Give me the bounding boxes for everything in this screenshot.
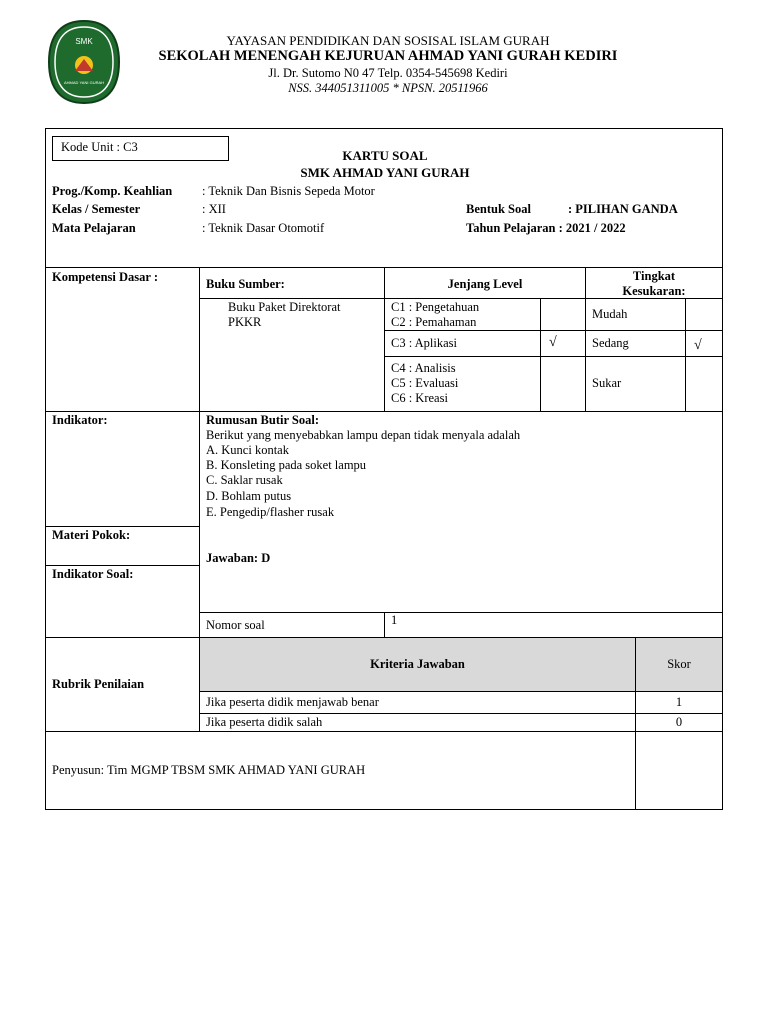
school-ids: NSS. 344051311005 * NPSN. 20511966 <box>288 81 488 95</box>
col-check2-divider <box>685 298 686 411</box>
level-c1: C1 : Pengetahuan <box>391 300 480 314</box>
buku-label: Buku Sumber: <box>206 277 285 291</box>
divider-indikator-soal <box>45 565 199 566</box>
buku-value-2: PKKR <box>228 315 262 329</box>
school-name: SEKOLAH MENENGAH KEJURUAN AHMAD YANI GURAH KEDIRI <box>158 48 618 64</box>
question-text: Berikut yang menyebabkan lampu depan tidak menyala adalah <box>206 428 521 442</box>
card-border-bottom <box>45 809 722 810</box>
kode-unit: Kode Unit : C3 <box>61 140 138 154</box>
rubrik-row-2-kriteria: Jika peserta didik salah <box>206 715 323 729</box>
level-c3: C3 : Aplikasi <box>391 336 457 350</box>
level-c5: C5 : Evaluasi <box>391 376 459 390</box>
logo-bottom-text: AHMAD YANI GURAH <box>63 80 105 85</box>
logo-top-text: SMK <box>75 37 93 46</box>
difficulty-sukar: Sukar <box>592 376 622 390</box>
level-c3-check: √ <box>549 335 557 350</box>
col-check1-divider <box>540 298 541 411</box>
kode-unit-box <box>52 136 229 161</box>
prog-label: Prog./Komp. Keahlian <box>52 184 173 198</box>
kesukaran-label: Kesukaran: <box>622 284 686 298</box>
mapel-label: Mata Pelajaran <box>52 221 136 235</box>
materi-label: Materi Pokok: <box>52 528 131 542</box>
divider-indikator-top <box>45 411 722 412</box>
kriteria-header: Kriteria Jawaban <box>370 657 465 671</box>
bentuk-value: : PILIHAN GANDA <box>568 202 678 216</box>
kompetensi-label: Kompetensi Dasar : <box>52 270 159 284</box>
tingkat-label: Tingkat <box>632 269 676 283</box>
card-subtitle: SMK AHMAD YANI GURAH <box>300 165 470 180</box>
difficulty-mudah: Mudah <box>592 307 628 321</box>
buku-value: Buku Paket Direktorat <box>228 300 341 314</box>
rubrik-row-1-skor: 1 <box>675 695 683 709</box>
school-address: Jl. Dr. Sutomo N0 47 Telp. 0354-545698 Kediri <box>268 66 508 80</box>
rubrik-row-1-kriteria: Jika peserta didik menjawab benar <box>206 695 379 709</box>
indikator-label: Indikator: <box>52 413 108 427</box>
skor-header: Skor <box>667 657 691 671</box>
kelas-value: : XII <box>202 202 226 216</box>
prog-value: : Teknik Dan Bisnis Sepeda Motor <box>202 184 375 198</box>
mapel-value: : Teknik Dasar Otomotif <box>202 221 325 235</box>
indikator-soal-label: Indikator Soal: <box>52 567 134 581</box>
difficulty-sedang-check: √ <box>694 338 702 353</box>
level-c6: C6 : Kreasi <box>391 391 448 405</box>
card-border-left <box>45 128 46 810</box>
card-title: KARTU SOAL <box>342 148 428 163</box>
nomor-value: 1 <box>391 613 398 627</box>
option-e: E. Pengedip/flasher rusak <box>206 505 335 519</box>
level-c2: C2 : Pemahaman <box>391 315 477 329</box>
divider-rubrik-bottom <box>45 731 722 732</box>
divider-materi <box>45 526 199 527</box>
divider-rubrik-row1 <box>199 713 722 714</box>
card-border-right <box>722 128 723 810</box>
nomor-label: Nomor soal <box>206 618 265 632</box>
divider-level-row1 <box>384 330 722 331</box>
foundation-name: YAYASAN PENDIDIKAN DAN SOSISAL ISLAM GURAH <box>226 33 550 48</box>
card-border-top <box>45 128 722 129</box>
rubrik-row-2-skor: 0 <box>675 715 683 729</box>
divider-nomor-top <box>199 612 722 613</box>
option-c: C. Saklar rusak <box>206 473 283 487</box>
rubrik-label: Rubrik Penilaian <box>52 677 145 691</box>
kelas-label: Kelas / Semester <box>52 202 141 216</box>
jenjang-label: Jenjang Level <box>447 277 523 291</box>
level-c4: C4 : Analisis <box>391 361 456 375</box>
col-buku-divider <box>384 267 385 411</box>
tahun-label: Tahun Pelajaran : 2021 / 2022 <box>466 221 626 235</box>
rumusan-label: Rumusan Butir Soal: <box>206 413 319 427</box>
col-nomor-divider <box>384 612 385 637</box>
divider-level-row2 <box>384 356 722 357</box>
answer-key: Jawaban: D <box>206 551 271 565</box>
penyusun: Penyusun: Tim MGMP TBSM SMK AHMAD YANI GURAH <box>52 763 366 777</box>
option-d: D. Bohlam putus <box>206 489 292 503</box>
difficulty-sedang: Sedang <box>592 336 629 350</box>
option-b: B. Konsleting pada soket lampu <box>206 458 367 472</box>
divider-rubrik-header <box>199 691 722 692</box>
bentuk-label: Bentuk Soal <box>466 202 531 216</box>
option-a: A. Kunci kontak <box>206 443 289 457</box>
